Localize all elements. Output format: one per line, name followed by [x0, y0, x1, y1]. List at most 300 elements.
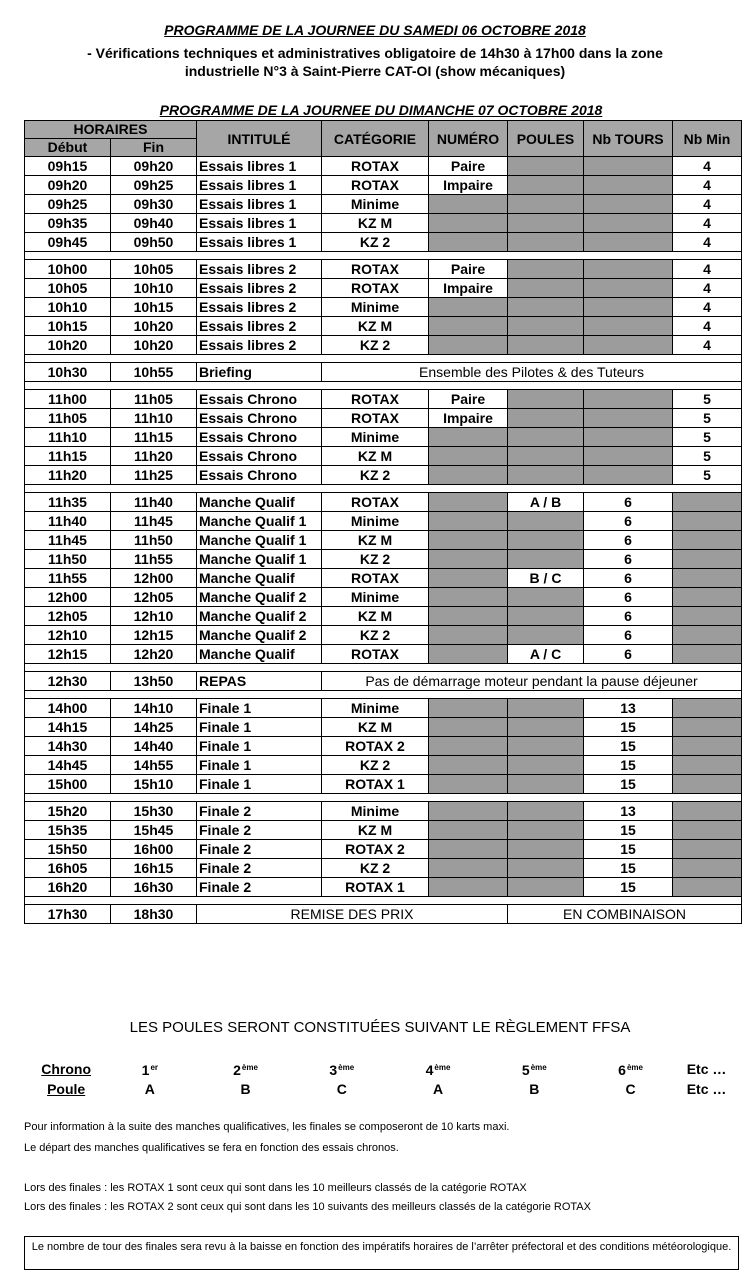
cell-debut: 12h15 — [25, 645, 111, 664]
cell-fin: 14h25 — [111, 718, 197, 737]
cell-poules: B / C — [508, 569, 584, 588]
cell-debut: 14h30 — [25, 737, 111, 756]
cell-categorie: Minime — [322, 195, 429, 214]
program-table — [24, 120, 742, 924]
cell-fin: 12h00 — [111, 569, 197, 588]
separator-cell — [25, 794, 742, 802]
cell-debut: 09h35 — [25, 214, 111, 233]
table-row — [25, 626, 742, 645]
cell-nb-min: 4 — [673, 195, 742, 214]
table-row — [25, 821, 742, 840]
table-row — [25, 466, 742, 485]
saturday-description — [40, 44, 710, 80]
cell-nb-min: 5 — [673, 447, 742, 466]
chrono-rank: 3ème — [329, 1062, 355, 1078]
cell-debut: 12h05 — [25, 607, 111, 626]
cell-numero — [429, 493, 508, 512]
table-row — [25, 363, 742, 382]
chrono-rank-suffix: ème — [338, 1063, 355, 1072]
cell-nb-tours: 6 — [584, 645, 673, 664]
cell-numero — [429, 775, 508, 794]
table-row — [25, 260, 742, 279]
cell-nb-tours: 15 — [584, 840, 673, 859]
cell-fin: 10h20 — [111, 336, 197, 355]
title-sunday: PROGRAMME DE LA JOURNEE DU DIMANCHE 07 OCTOBRE 2018 — [159, 102, 603, 118]
table-row — [25, 428, 742, 447]
cell-fin: 11h05 — [111, 390, 197, 409]
cell-nb-min — [673, 840, 742, 859]
cell-intitule: Essais libres 1 — [197, 233, 322, 252]
cell-debut: 09h25 — [25, 195, 111, 214]
cell-nb-tours: 15 — [584, 775, 673, 794]
cell-fin: 10h15 — [111, 298, 197, 317]
table-row — [25, 699, 742, 718]
cell-debut: 17h30 — [25, 905, 111, 924]
cell-poules — [508, 157, 584, 176]
cell-poules — [508, 336, 584, 355]
table-row — [25, 390, 742, 409]
cell-poules — [508, 699, 584, 718]
cell-debut: 10h00 — [25, 260, 111, 279]
cell-poules — [508, 840, 584, 859]
chrono-rank-suffix: ème — [434, 1063, 451, 1072]
group-separator — [25, 355, 742, 363]
cell-debut: 10h15 — [25, 317, 111, 336]
cell-categorie: KZ 2 — [322, 466, 429, 485]
cell-categorie: KZ 2 — [322, 756, 429, 775]
table-row — [25, 718, 742, 737]
cell-poules: A / B — [508, 493, 584, 512]
table-row — [25, 905, 742, 924]
cell-nb-min — [673, 531, 742, 550]
cell-numero — [429, 214, 508, 233]
cell-nb-tours: 15 — [584, 878, 673, 897]
cell-categorie: KZ M — [322, 531, 429, 550]
table-row — [25, 157, 742, 176]
cell-fin: 10h05 — [111, 260, 197, 279]
cell-intitule: Essais libres 2 — [197, 279, 322, 298]
cell-nb-min — [673, 607, 742, 626]
cell-categorie: KZ M — [322, 317, 429, 336]
cell-poules — [508, 802, 584, 821]
notice-box: Le nombre de tour des finales sera revu à la baisse en fonction des impératifs horaires de l’arrêter préfectoral et des conditions météorologique. — [24, 1236, 739, 1270]
cell-intitule: Manche Qualif 1 — [197, 550, 322, 569]
table-row — [25, 493, 742, 512]
cell-fin: 11h15 — [111, 428, 197, 447]
cell-nb-min: 4 — [673, 298, 742, 317]
cell-nb-tours: 6 — [584, 512, 673, 531]
cell-intitule: Manche Qualif 2 — [197, 588, 322, 607]
cell-numero — [429, 531, 508, 550]
cell-debut: 11h10 — [25, 428, 111, 447]
poule-value: B — [529, 1081, 540, 1097]
cell-categorie: ROTAX — [322, 493, 429, 512]
cell-numero — [429, 336, 508, 355]
cell-poules — [508, 859, 584, 878]
cell-intitule: Manche Qualif 1 — [197, 531, 322, 550]
group-separator — [25, 691, 742, 699]
cell-categorie: ROTAX 2 — [322, 737, 429, 756]
cell-debut: 10h05 — [25, 279, 111, 298]
cell-poules — [508, 260, 584, 279]
table-row — [25, 176, 742, 195]
cell-categorie: ROTAX — [322, 157, 429, 176]
cell-numero — [429, 428, 508, 447]
note-rotax-1: Lors des finales : les ROTAX 1 sont ceux qui sont dans les 10 meilleurs classés de la catégorie ROTAX — [24, 1182, 527, 1194]
cell-nb-tours: 6 — [584, 569, 673, 588]
cell-numero — [429, 737, 508, 756]
cell-poules — [508, 390, 584, 409]
cell-fin: 10h55 — [111, 363, 197, 382]
cell-fin: 14h55 — [111, 756, 197, 775]
cell-nb-tours: 15 — [584, 718, 673, 737]
cell-nb-min — [673, 802, 742, 821]
cell-poules — [508, 626, 584, 645]
cell-fin: 09h20 — [111, 157, 197, 176]
cell-nb-min — [673, 737, 742, 756]
cell-nb-min — [673, 588, 742, 607]
cell-nb-min: 4 — [673, 336, 742, 355]
header-horaires: HORAIRES — [25, 121, 197, 139]
poule-value: C — [625, 1081, 636, 1097]
cell-categorie: ROTAX 1 — [322, 878, 429, 897]
cell-poules — [508, 233, 584, 252]
cell-fin: 18h30 — [111, 905, 197, 924]
cell-nb-tours — [584, 466, 673, 485]
cell-nb-min: 4 — [673, 233, 742, 252]
cell-poules — [508, 775, 584, 794]
table-row — [25, 802, 742, 821]
cell-poules — [508, 878, 584, 897]
cell-intitule: Essais Chrono — [197, 466, 322, 485]
cell-debut: 11h05 — [25, 409, 111, 428]
cell-intitule: Essais libres 1 — [197, 195, 322, 214]
cell-poules — [508, 718, 584, 737]
cell-debut: 11h40 — [25, 512, 111, 531]
table-row — [25, 195, 742, 214]
cell-nb-tours: 15 — [584, 821, 673, 840]
cell-fin: 11h40 — [111, 493, 197, 512]
cell-nb-min — [673, 699, 742, 718]
cell-fin: 16h30 — [111, 878, 197, 897]
header-fin: Fin — [111, 139, 197, 157]
cell-nb-min: 5 — [673, 466, 742, 485]
cell-debut: 12h30 — [25, 672, 111, 691]
cell-nb-min — [673, 775, 742, 794]
cell-categorie: ROTAX 2 — [322, 840, 429, 859]
cell-debut: 09h15 — [25, 157, 111, 176]
cell-fin: 12h20 — [111, 645, 197, 664]
cell-span-note: Ensemble des Pilotes & des Tuteurs — [322, 363, 742, 382]
cell-debut: 11h45 — [25, 531, 111, 550]
cell-numero — [429, 840, 508, 859]
separator-cell — [25, 355, 742, 363]
cell-categorie: ROTAX — [322, 409, 429, 428]
cell-fin: 15h30 — [111, 802, 197, 821]
cell-categorie: ROTAX 1 — [322, 775, 429, 794]
cell-fin: 12h05 — [111, 588, 197, 607]
cell-poules — [508, 298, 584, 317]
cell-intitule: Essais libres 2 — [197, 317, 322, 336]
cell-nb-tours — [584, 214, 673, 233]
cell-fin: 10h10 — [111, 279, 197, 298]
cell-fin: 16h00 — [111, 840, 197, 859]
table-row — [25, 756, 742, 775]
note-qualif-start: Le départ des manches qualificatives se fera en fonction des essais chronos. — [24, 1142, 399, 1154]
chrono-poule-table — [30, 1058, 750, 1099]
cell-nb-min: 5 — [673, 409, 742, 428]
table-row — [25, 775, 742, 794]
poules-title: LES POULES SERONT CONSTITUÉES SUIVANT LE RÈGLEMENT FFSA — [129, 1019, 631, 1036]
note-finals-composition: Pour information à la suite des manches qualificatives, les finales se composeront de 10 karts maxi. — [24, 1121, 510, 1133]
cell-debut: 14h15 — [25, 718, 111, 737]
cell-poules — [508, 550, 584, 569]
cell-intitule: Manche Qualif 2 — [197, 626, 322, 645]
cell-numero: Paire — [429, 157, 508, 176]
cell-debut: 10h10 — [25, 298, 111, 317]
cell-nb-tours: 15 — [584, 859, 673, 878]
poule-value: A — [144, 1081, 155, 1097]
cell-poules — [508, 195, 584, 214]
cell-intitule: Essais Chrono — [197, 447, 322, 466]
chrono-rank: 4ème — [425, 1062, 451, 1078]
cell-fin: 10h20 — [111, 317, 197, 336]
cell-categorie: Minime — [322, 512, 429, 531]
cell-nb-tours — [584, 409, 673, 428]
cell-categorie: Minime — [322, 588, 429, 607]
cell-intitule: Finale 1 — [197, 756, 322, 775]
cell-categorie: ROTAX — [322, 279, 429, 298]
cell-nb-tours — [584, 233, 673, 252]
cell-fin: 11h20 — [111, 447, 197, 466]
chrono-label: Chrono — [41, 1060, 92, 1077]
cell-nb-min: 4 — [673, 176, 742, 195]
table-row — [25, 447, 742, 466]
cell-categorie: ROTAX — [322, 260, 429, 279]
separator-cell — [25, 664, 742, 672]
cell-fin: 11h45 — [111, 512, 197, 531]
cell-intitule: Manche Qualif — [197, 569, 322, 588]
header-intitule: INTITULÉ — [197, 121, 322, 157]
group-separator — [25, 794, 742, 802]
cell-nb-min — [673, 645, 742, 664]
cell-numero — [429, 569, 508, 588]
chrono-rank-suffix: ème — [241, 1063, 258, 1072]
cell-categorie: KZ M — [322, 447, 429, 466]
title-saturday: PROGRAMME DE LA JOURNEE DU SAMEDI 06 OCTOBRE 2018 — [164, 22, 586, 38]
cell-nb-min: 4 — [673, 214, 742, 233]
cell-nb-min — [673, 756, 742, 775]
cell-categorie: ROTAX — [322, 390, 429, 409]
table-row — [25, 569, 742, 588]
group-separator — [25, 664, 742, 672]
table-row — [25, 588, 742, 607]
cell-debut: 11h55 — [25, 569, 111, 588]
cell-fin: 09h40 — [111, 214, 197, 233]
cell-debut: 11h20 — [25, 466, 111, 485]
cell-nb-min — [673, 878, 742, 897]
cell-fin: 11h25 — [111, 466, 197, 485]
cell-numero — [429, 317, 508, 336]
group-separator — [25, 485, 742, 493]
cell-intitule: Manche Qualif — [197, 493, 322, 512]
table-row — [25, 409, 742, 428]
header-numero: NUMÉRO — [429, 121, 508, 157]
table-row — [25, 298, 742, 317]
cell-poules: A / C — [508, 645, 584, 664]
poule-etc: Etc … — [686, 1081, 727, 1097]
cell-fin: 11h10 — [111, 409, 197, 428]
table-row — [25, 645, 742, 664]
chrono-row — [30, 1058, 750, 1080]
separator-cell — [25, 252, 742, 260]
cell-poules — [508, 531, 584, 550]
cell-poules — [508, 447, 584, 466]
cell-categorie: Minime — [322, 699, 429, 718]
cell-numero — [429, 512, 508, 531]
cell-intitule: Finale 2 — [197, 821, 322, 840]
cell-fin: 09h30 — [111, 195, 197, 214]
cell-poules — [508, 428, 584, 447]
cell-fin: 16h15 — [111, 859, 197, 878]
cell-nb-tours: 6 — [584, 588, 673, 607]
chrono-rank: 2ème — [233, 1062, 258, 1078]
cell-nb-min — [673, 718, 742, 737]
cell-categorie: ROTAX — [322, 176, 429, 195]
cell-numero — [429, 699, 508, 718]
cell-debut: 11h50 — [25, 550, 111, 569]
cell-debut: 15h50 — [25, 840, 111, 859]
cell-debut: 11h35 — [25, 493, 111, 512]
cell-intitule: Finale 2 — [197, 840, 322, 859]
separator-cell — [25, 897, 742, 905]
cell-categorie: KZ 2 — [322, 550, 429, 569]
cell-poules — [508, 317, 584, 336]
cell-intitule: Essais libres 1 — [197, 157, 322, 176]
cell-nb-tours — [584, 279, 673, 298]
cell-numero — [429, 233, 508, 252]
cell-intitule: Essais libres 1 — [197, 176, 322, 195]
cell-fin: 13h50 — [111, 672, 197, 691]
cell-numero — [429, 756, 508, 775]
cell-fin: 12h15 — [111, 626, 197, 645]
cell-debut: 16h05 — [25, 859, 111, 878]
cell-poules — [508, 588, 584, 607]
table-row — [25, 279, 742, 298]
table-row — [25, 672, 742, 691]
cell-numero — [429, 550, 508, 569]
cell-numero — [429, 645, 508, 664]
cell-intitule: Manche Qualif 2 — [197, 607, 322, 626]
cell-numero — [429, 626, 508, 645]
cell-numero — [429, 588, 508, 607]
cell-nb-tours: 15 — [584, 737, 673, 756]
cell-categorie: Minime — [322, 428, 429, 447]
cell-intitule: Manche Qualif 1 — [197, 512, 322, 531]
cell-numero: Impaire — [429, 176, 508, 195]
cell-numero: Impaire — [429, 409, 508, 428]
saturday-line-2: industrielle N°3 à Saint-Pierre CAT-OI (show mécaniques) — [184, 63, 566, 79]
cell-numero — [429, 447, 508, 466]
cell-debut: 14h45 — [25, 756, 111, 775]
cell-poules — [508, 756, 584, 775]
cell-intitule: Finale 2 — [197, 802, 322, 821]
poule-value: A — [432, 1081, 444, 1097]
poule-row — [30, 1080, 750, 1099]
cell-categorie: Minime — [322, 298, 429, 317]
header-categorie: CATÉGORIE — [322, 121, 429, 157]
cell-nb-tours — [584, 260, 673, 279]
cell-prize-note: EN COMBINAISON — [508, 905, 742, 924]
cell-intitule: Essais Chrono — [197, 428, 322, 447]
cell-numero — [429, 802, 508, 821]
cell-poules — [508, 279, 584, 298]
cell-numero: Paire — [429, 390, 508, 409]
cell-nb-tours: 13 — [584, 699, 673, 718]
cell-nb-min: 5 — [673, 428, 742, 447]
cell-fin: 14h40 — [111, 737, 197, 756]
cell-intitule: Finale 2 — [197, 878, 322, 897]
cell-span-note: Pas de démarrage moteur pendant la pause déjeuner — [322, 672, 742, 691]
cell-nb-tours — [584, 447, 673, 466]
cell-categorie: KZ M — [322, 607, 429, 626]
cell-numero — [429, 821, 508, 840]
cell-poules — [508, 466, 584, 485]
cell-intitule: Essais Chrono — [197, 390, 322, 409]
cell-nb-min: 4 — [673, 279, 742, 298]
cell-nb-min — [673, 859, 742, 878]
table-row — [25, 840, 742, 859]
cell-nb-min: 4 — [673, 260, 742, 279]
cell-nb-tours: 6 — [584, 531, 673, 550]
table-row — [25, 214, 742, 233]
separator-cell — [25, 485, 742, 493]
cell-numero — [429, 298, 508, 317]
table-row — [25, 233, 742, 252]
cell-nb-min: 5 — [673, 390, 742, 409]
cell-numero: Paire — [429, 260, 508, 279]
cell-intitule: Finale 1 — [197, 718, 322, 737]
separator-cell — [25, 691, 742, 699]
cell-nb-min — [673, 550, 742, 569]
cell-debut: 15h35 — [25, 821, 111, 840]
cell-categorie: KZ 2 — [322, 859, 429, 878]
chrono-rank-suffix: er — [150, 1063, 159, 1072]
cell-intitule: Finale 2 — [197, 859, 322, 878]
table-row — [25, 859, 742, 878]
cell-fin: 11h55 — [111, 550, 197, 569]
cell-nb-tours: 6 — [584, 626, 673, 645]
cell-categorie: ROTAX — [322, 569, 429, 588]
table-row — [25, 737, 742, 756]
cell-numero — [429, 607, 508, 626]
cell-fin: 15h10 — [111, 775, 197, 794]
cell-debut: 16h20 — [25, 878, 111, 897]
chrono-etc: Etc … — [686, 1060, 727, 1077]
cell-intitule: Finale 1 — [197, 737, 322, 756]
group-separator — [25, 382, 742, 390]
cell-intitule: Briefing — [197, 363, 322, 382]
header-poules: POULES — [508, 121, 584, 157]
cell-debut: 10h30 — [25, 363, 111, 382]
cell-debut: 12h10 — [25, 626, 111, 645]
program-body — [25, 157, 742, 924]
header-nb-tours: Nb TOURS — [584, 121, 673, 157]
cell-categorie: KZ 2 — [322, 233, 429, 252]
cell-poules — [508, 409, 584, 428]
cell-numero — [429, 878, 508, 897]
table-row — [25, 317, 742, 336]
